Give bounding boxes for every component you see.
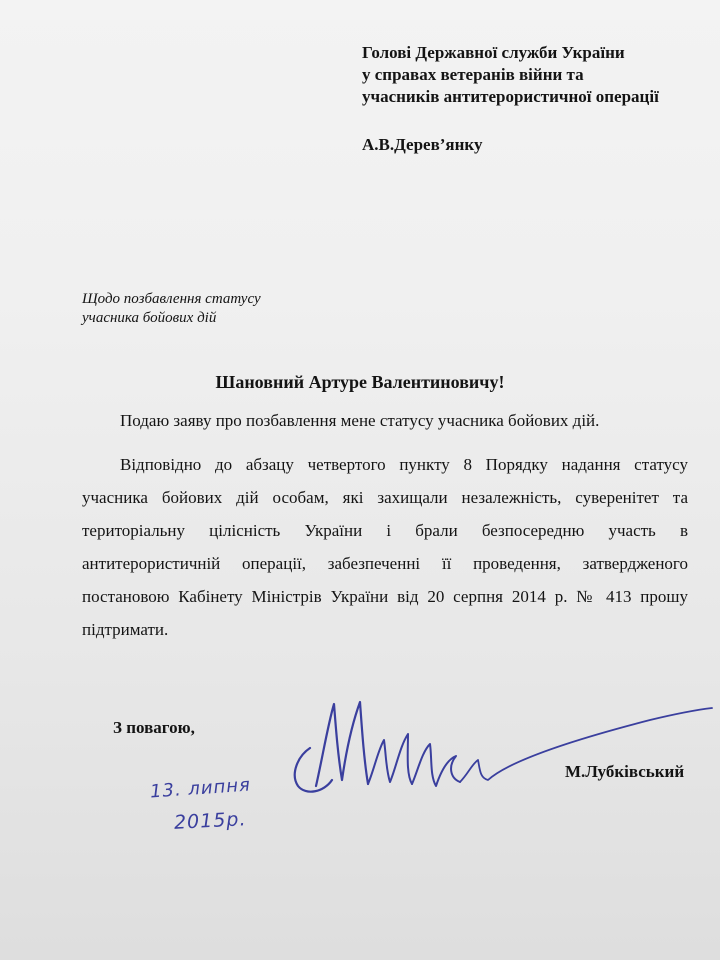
paragraph-line: територіальну цілісність України і брали безпосередню участь в	[82, 521, 688, 540]
paragraph-line: Відповідно до абзацу четвертого пункту 8 Порядку надання статусу	[120, 455, 688, 474]
paragraph-line: антитерористичній операції, забезпеченні її проведення, затвердженого	[82, 554, 688, 573]
signer-name: М.Лубківський	[565, 762, 685, 781]
addressee-line: учасників антитерористичної операції	[362, 87, 659, 106]
addressee-line: у справах ветеранів війни та	[362, 65, 584, 84]
subject-block	[82, 290, 261, 328]
addressee-block	[362, 42, 712, 108]
subject-line: Щодо позбавлення статусу	[82, 291, 261, 307]
salutation: Шановний Артуре Валентиновичу!	[215, 372, 505, 392]
paragraph-line: підтримати.	[82, 620, 169, 639]
closing-phrase: З повагою,	[113, 718, 195, 737]
addressee-name: А.В.Дерев’янку	[362, 135, 483, 154]
paragraph-line: учасника бойових дій особам, які захищали незалежність, суверенітет та	[82, 488, 688, 507]
handwritten-date-line: 2015р.	[173, 808, 247, 834]
handwritten-date-line: 13. липня	[149, 774, 252, 803]
handwritten-signature	[280, 690, 720, 810]
body-paragraph-1: Подаю заяву про позбавлення мене статусу учасника бойових дій.	[120, 411, 600, 430]
subject-line: учасника бойових дій	[82, 310, 217, 326]
body-paragraph-2	[82, 448, 688, 646]
addressee-line: Голові Державної служби України	[362, 43, 625, 62]
paragraph-line: постановою Кабінету Міністрів України від 20 серпня 2014 р. № 413 прошу	[82, 587, 688, 606]
handwritten-date	[140, 774, 280, 848]
